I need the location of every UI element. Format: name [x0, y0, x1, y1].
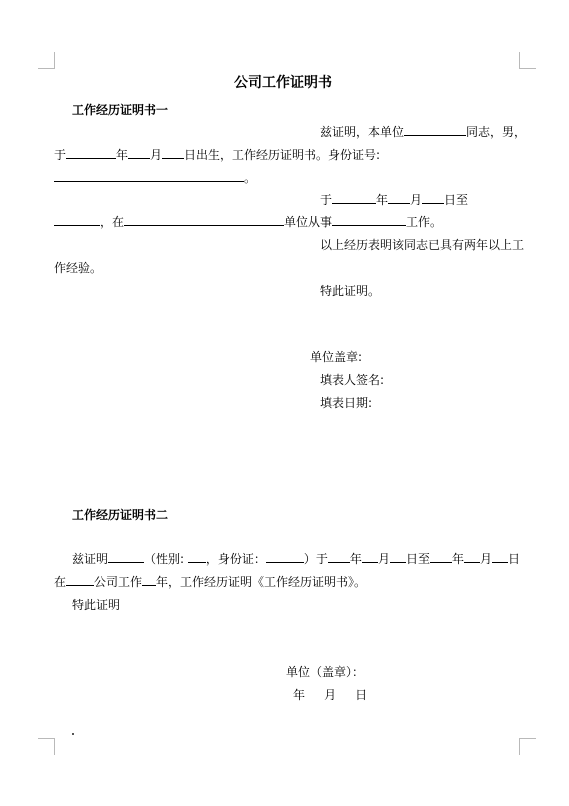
blank-start-day[interactable]	[390, 551, 406, 563]
text: 日至	[444, 193, 469, 207]
text: 同志，男，	[466, 125, 527, 139]
blank-start-month[interactable]	[388, 192, 410, 204]
cursor-dot	[72, 733, 74, 735]
text: 兹证明	[72, 552, 109, 566]
section1-heading: 工作经历证明书一	[72, 103, 169, 117]
section2-line1	[72, 551, 520, 567]
text: 日	[508, 552, 521, 566]
text: ，在	[100, 215, 125, 229]
section1-seal-label: 单位盖章:	[310, 350, 363, 364]
blank-end-date[interactable]	[54, 214, 100, 226]
blank-start-year[interactable]	[332, 192, 376, 204]
section1-date-label: 填表日期:	[320, 396, 373, 410]
text: 兹证明，本单位	[320, 125, 405, 139]
blank-name[interactable]	[108, 551, 144, 563]
blank-start-day[interactable]	[422, 192, 444, 204]
blank-id-number[interactable]	[54, 170, 244, 182]
text: 月	[150, 148, 163, 162]
blank-end-day[interactable]	[492, 551, 508, 563]
text: ，身份证：	[205, 552, 266, 566]
section2-date-label: 年 月 日	[293, 688, 368, 702]
blank-name[interactable]	[404, 124, 466, 136]
text: 在	[54, 575, 67, 589]
text: （性别:	[144, 552, 185, 566]
text: 于	[54, 148, 67, 162]
blank-end-year[interactable]	[430, 551, 452, 563]
crop-mark-bottom-right	[519, 738, 536, 755]
section1-line7: 作经验。	[54, 261, 103, 275]
text: 月	[410, 193, 423, 207]
blank-employer[interactable]	[124, 214, 284, 226]
section1-line6: 以上经历表明该同志已具有两年以上工	[320, 238, 525, 252]
text: 年	[451, 552, 464, 566]
text: 公司工作	[94, 575, 143, 589]
text: 日出生，工作经历证明书。身份证号:	[184, 148, 381, 162]
crop-mark-top-left	[38, 52, 55, 69]
section2-seal-label: 单位（盖章）：	[286, 665, 365, 679]
section1-signer-label: 填表人签名:	[320, 373, 385, 387]
section2-heading: 工作经历证明书二	[72, 508, 169, 522]
section1-line2	[54, 147, 380, 163]
blank-company[interactable]	[66, 574, 94, 586]
crop-mark-bottom-left	[38, 738, 55, 755]
section1-line5	[54, 214, 442, 230]
blank-years[interactable]	[142, 574, 156, 586]
section1-line1	[320, 124, 526, 140]
text: 月	[377, 552, 390, 566]
section1-line3	[54, 170, 256, 186]
blank-position[interactable]	[332, 214, 406, 226]
text: 于	[320, 193, 333, 207]
text: 日至	[405, 552, 430, 566]
crop-mark-top-right	[519, 52, 536, 69]
text: 工作。	[406, 215, 443, 229]
blank-start-month[interactable]	[362, 551, 378, 563]
blank-start-year[interactable]	[328, 551, 350, 563]
text: 年，工作经历证明《工作经历证明书》。	[156, 575, 367, 589]
text: 年	[116, 148, 129, 162]
document-title: 公司工作证明书	[234, 75, 332, 91]
blank-birth-year[interactable]	[66, 147, 116, 159]
blank-end-month[interactable]	[464, 551, 480, 563]
text: 年	[349, 552, 362, 566]
section2-certify: 特此证明	[72, 598, 121, 612]
blank-gender[interactable]	[188, 551, 206, 563]
blank-birth-month[interactable]	[128, 147, 150, 159]
text: 单位从事	[284, 215, 333, 229]
text: 年	[376, 193, 389, 207]
section1-certify: 特此证明。	[320, 284, 381, 298]
blank-id-number[interactable]	[266, 551, 304, 563]
text: 。	[244, 171, 257, 185]
text: 月	[479, 552, 492, 566]
section2-line2	[54, 574, 366, 590]
blank-birth-day[interactable]	[162, 147, 184, 159]
text: ）于	[303, 552, 328, 566]
section1-line4	[320, 192, 468, 208]
